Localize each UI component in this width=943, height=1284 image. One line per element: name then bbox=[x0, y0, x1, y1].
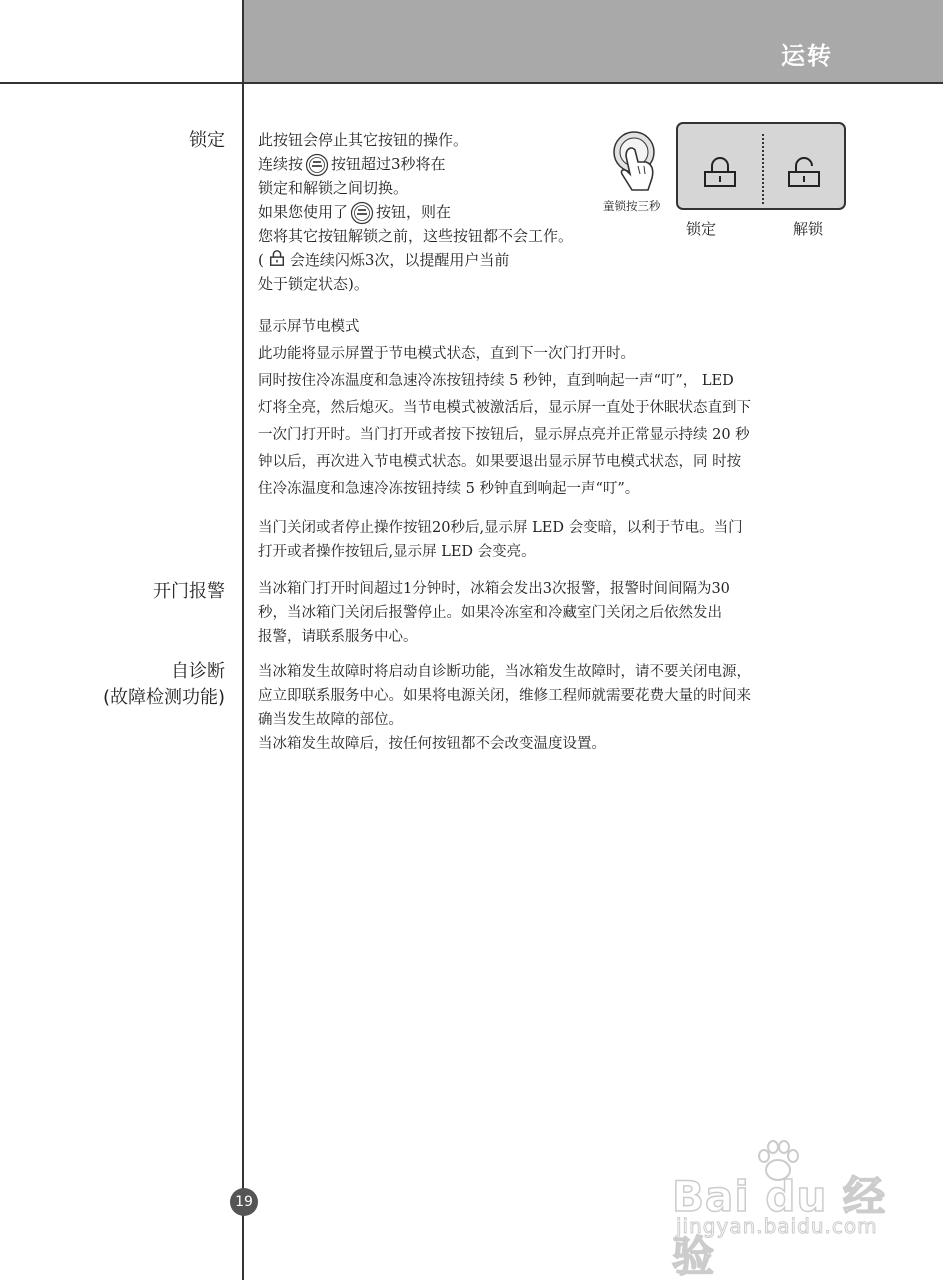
watermark bbox=[672, 1130, 892, 1281]
finger-press-icon bbox=[608, 126, 664, 194]
lock-icon bbox=[268, 249, 286, 267]
lock-text-fragment: 按钮，则在 bbox=[376, 203, 452, 221]
power-save-line: 住冷冻温度和急速冷冻按钮持续 5 秒钟直到响起一声“叮”。 bbox=[258, 481, 640, 497]
lock-line: 锁定和解锁之间切换。 bbox=[258, 179, 409, 197]
hand-caption: 童锁按三秒 bbox=[603, 199, 661, 213]
section-label-self-diagnosis bbox=[103, 659, 225, 711]
lock-text-fragment: 按钮超过3秒将在 bbox=[331, 155, 446, 173]
lock-text-fragment: 连续按 bbox=[258, 155, 304, 173]
dimming-paragraph bbox=[258, 516, 743, 564]
dimming-line: 打开或者操作按钮后,显示屏 LED 会变亮。 bbox=[258, 544, 536, 560]
page-number: 19 bbox=[230, 1188, 258, 1216]
lock-text-fragment: ( bbox=[258, 251, 264, 269]
lock-line bbox=[258, 152, 573, 176]
lock-text-fragment: 会连续闪烁3次，以提醒用户当前 bbox=[289, 251, 510, 269]
lock-line: 处于锁定状态)。 bbox=[258, 275, 369, 293]
lock-text-fragment: 如果您使用了 bbox=[258, 203, 349, 221]
child-lock-button-icon bbox=[305, 153, 329, 177]
section-label-lock: 锁定 bbox=[189, 130, 225, 151]
top-divider bbox=[0, 82, 943, 84]
power-save-line: 灯将全亮，然后熄灭。当节电模式被激活后，显示屏一直处于休眠状态直到下 bbox=[258, 400, 751, 416]
diagnosis-line: 确当发生故障的部位。 bbox=[258, 712, 403, 728]
power-save-line: 一次门打开时。当门打开或者按下按钮后，显示屏点亮并正常显示持续 20 秒 bbox=[258, 427, 750, 443]
power-save-section bbox=[258, 314, 751, 503]
watermark-text: Bai du 经验 bbox=[672, 1172, 886, 1281]
lock-line: 您将其它按钮解锁之前，这些按钮都不会工作。 bbox=[258, 227, 574, 245]
diagnosis-paragraph bbox=[258, 660, 751, 756]
page-title: 运转 bbox=[781, 42, 833, 70]
diagnosis-line: 应立即联系服务中心。如果将电源关闭，维修工程师就需要花费大量的时间来 bbox=[258, 688, 751, 704]
lock-line bbox=[258, 248, 573, 272]
unlocked-icon bbox=[784, 154, 824, 194]
power-save-line: 同时按住冷冻温度和急速冷冻按钮持续 5 秒钟，直到响起一声“叮”， LED bbox=[258, 373, 734, 389]
unlocked-label: 解锁 bbox=[793, 220, 824, 238]
door-alarm-line: 当冰箱门打开时间超过1分钟时，冰箱会发出3次报警，报警时间间隔为30 bbox=[258, 581, 730, 597]
section-label-self-diagnosis-line2: (故障检测功能) bbox=[102, 687, 225, 708]
lock-panel-illustration bbox=[676, 122, 846, 210]
locked-label: 锁定 bbox=[686, 220, 717, 238]
dimming-line: 当门关闭或者停止操作按钮20秒后,显示屏 LED 会变暗，以利于节电。当门 bbox=[258, 520, 743, 536]
door-alarm-line: 秒，当冰箱门关闭后报警停止。如果冷冻室和冷藏室门关闭之后依然发出 bbox=[258, 605, 722, 621]
power-save-line: 钟以后，再次进入节电模式状态。如果要退出显示屏节电模式状态，同 时按 bbox=[258, 454, 742, 470]
door-alarm-line: 报警，请联系服务中心。 bbox=[258, 629, 418, 645]
child-lock-button-icon bbox=[350, 201, 374, 225]
header-bar bbox=[243, 0, 943, 82]
lock-line: 此按钮会停止其它按钮的操作。 bbox=[258, 131, 469, 149]
diagnosis-line: 当冰箱发生故障时将启动自诊断功能，当冰箱发生故障时，请不要关闭电源， bbox=[258, 664, 751, 680]
diagnosis-line: 当冰箱发生故障后，按任何按钮都不会改变温度设置。 bbox=[258, 736, 606, 752]
watermark-url: jingyan.baidu.com bbox=[676, 1214, 878, 1238]
lock-description bbox=[258, 128, 573, 296]
panel-divider bbox=[762, 134, 764, 204]
locked-icon bbox=[700, 154, 740, 194]
power-save-line: 此功能将显示屏置于节电模式状态，直到下一次门打开时。 bbox=[258, 346, 635, 362]
section-label-self-diagnosis-line1: 自诊断 bbox=[171, 661, 225, 682]
lock-line bbox=[258, 200, 573, 224]
door-alarm-paragraph bbox=[258, 577, 730, 649]
left-margin-divider bbox=[242, 0, 244, 1280]
section-label-door-alarm: 开门报警 bbox=[153, 581, 225, 602]
power-save-title: 显示屏节电模式 bbox=[258, 319, 360, 335]
